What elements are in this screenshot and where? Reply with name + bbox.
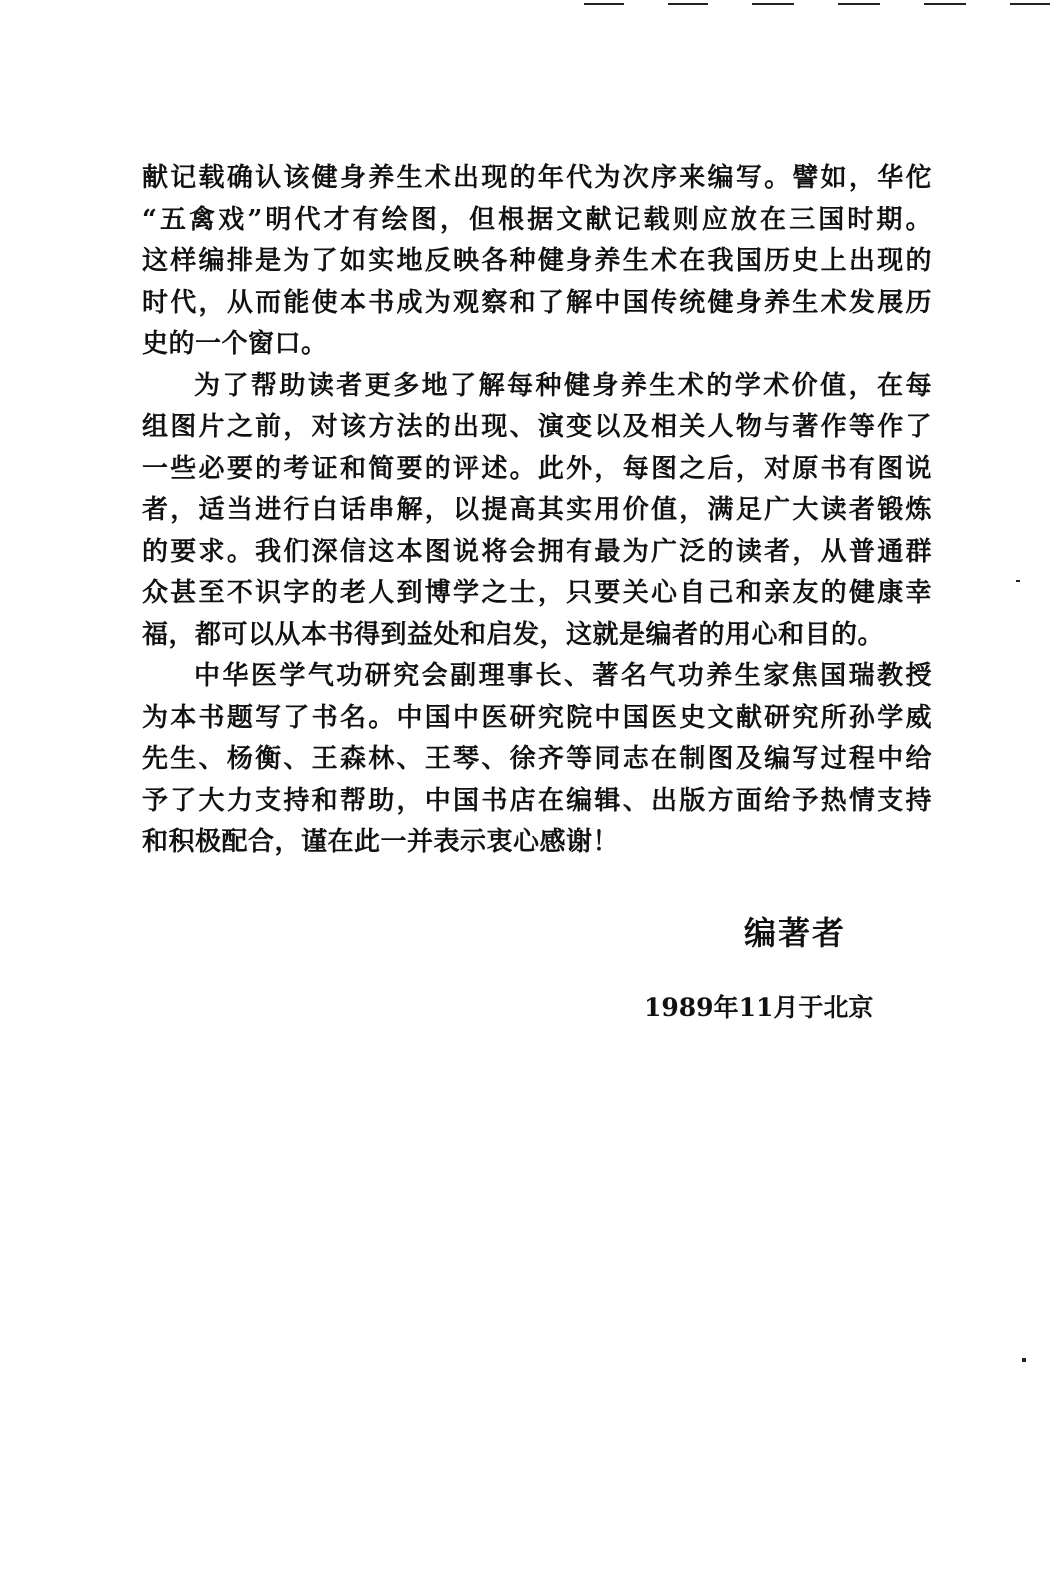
- text-line: 一些必要的考证和简要的评述。此外，每图之后，对原书有图说: [142, 453, 932, 484]
- text-line: 时代，从而能使本书成为观察和了解中国传统健身养生术发展历: [142, 287, 932, 318]
- top-rule: [1010, 3, 1050, 5]
- page-body: [142, 158, 932, 864]
- text-line: 献记载确认该健身养生术出现的年代为次序来编写。譬如，华佗: [142, 163, 932, 193]
- top-rule: [752, 3, 794, 5]
- paragraph-3: [142, 656, 932, 864]
- top-edge-rules: [0, 0, 1064, 8]
- text-line: 组图片之前，对该方法的出现、演变以及相关人物与著作等作了: [142, 412, 932, 442]
- top-rule: [584, 3, 624, 5]
- scan-speck: [1016, 580, 1020, 582]
- text-line: 众甚至不识字的老人到博学之士，只要关心自己和亲友的健康幸: [142, 578, 932, 608]
- text-line: “五禽戏”明代才有绘图，但根据文献记载则应放在三国时期。: [142, 204, 932, 235]
- text-line: 先生、杨衡、王森林、王琴、徐齐等同志在制图及编写过程中给: [142, 744, 932, 774]
- text-line: 和积极配合，谨在此一并表示衷心感谢！: [142, 827, 620, 857]
- top-rule: [668, 3, 708, 5]
- top-rule: [838, 3, 880, 5]
- text-line: 史的一个窗口。: [142, 329, 328, 359]
- text-line: 的要求。我们深信这本图说将会拥有最为广泛的读者，从普通群: [142, 536, 932, 567]
- paragraph-2: [142, 366, 932, 657]
- author-signature: 编著者: [744, 914, 847, 952]
- paragraph-1: [142, 158, 932, 366]
- text-line: 者，适当进行白话串解，以提高其实用价值，满足广大读者锻炼: [142, 495, 932, 525]
- text-line: 福，都可以从本书得到益处和启发，这就是编者的用心和目的。: [142, 619, 885, 650]
- text-line: 这样编排是为了如实地反映各种健身养生术在我国历史上出现的: [142, 246, 932, 276]
- date-place-line: 1989年11月于北京: [644, 993, 874, 1022]
- text-line: 为本书题写了书名。中国中医研究院中国医史文献研究所孙学威: [142, 702, 932, 733]
- text-line: 中华医学气功研究会副理事长、著名气功养生家焦国瑞教授: [194, 661, 932, 691]
- top-rule: [924, 3, 966, 5]
- text-line: 为了帮助读者更多地了解每种健身养生术的学术价值，在每: [194, 370, 932, 401]
- text-line: 予了大力支持和帮助，中国书店在编辑、出版方面给予热情支持: [142, 785, 932, 816]
- scan-speck: [1022, 1358, 1026, 1362]
